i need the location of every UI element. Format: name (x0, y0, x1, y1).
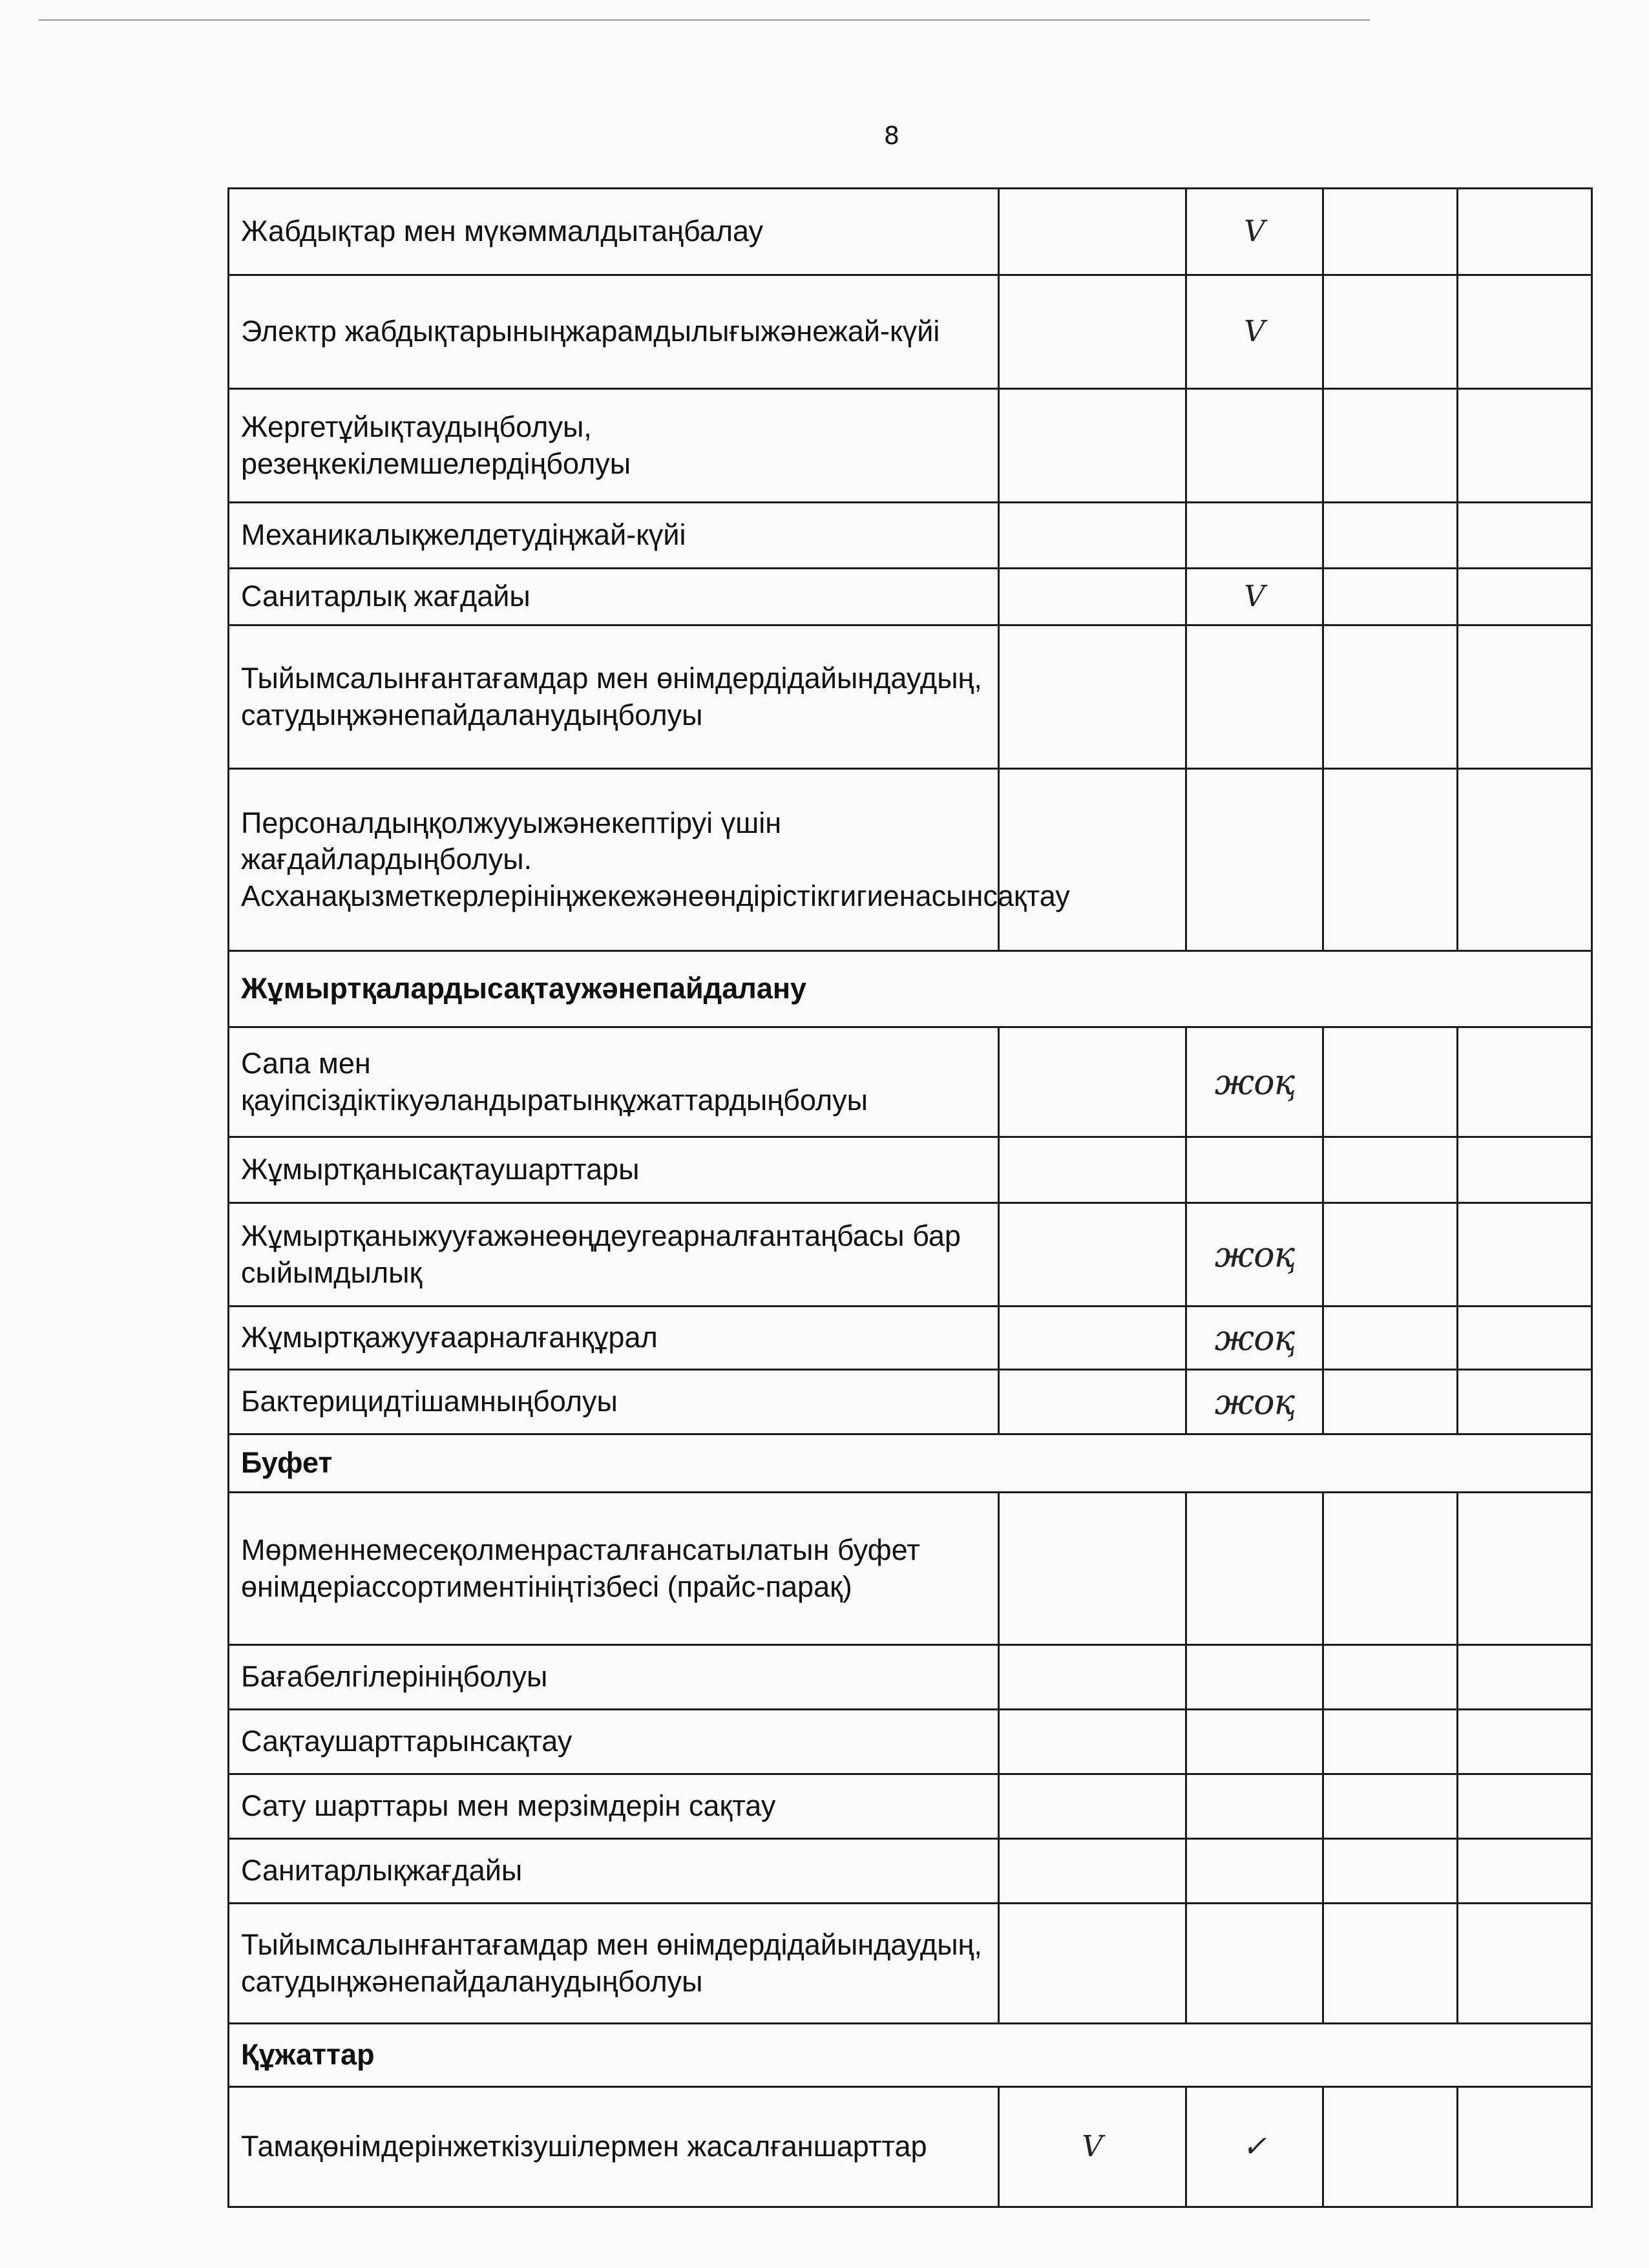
mark-cell (1458, 1839, 1592, 1904)
mark-cell (1323, 625, 1458, 769)
row-label: Мөрменнемесеқолменрасталғансатылатын буфет өнімдеріассортиментініңтізбесі (прайс-парақ) (229, 1493, 999, 1645)
mark-cell (1186, 1710, 1323, 1774)
mark-cell (1323, 1370, 1458, 1434)
section-heading: Жұмыртқалардысақтаужәнепайдалану (229, 951, 1592, 1027)
table-row (229, 1307, 1592, 1370)
mark-cell (1323, 275, 1458, 389)
mark-cell (999, 1370, 1186, 1434)
row-label: Электр жабдықтарыныңжарамдылығыжәнежай-күйі (229, 275, 999, 389)
mark-cell (1323, 1774, 1458, 1839)
table-row (229, 189, 1592, 275)
mark-cell (1458, 1493, 1592, 1645)
section-row (229, 1434, 1592, 1493)
table-row (229, 625, 1592, 769)
mark-cell: V (1186, 275, 1323, 389)
mark-cell (1323, 1307, 1458, 1370)
table-row (229, 1645, 1592, 1710)
mark-cell (1458, 1645, 1592, 1710)
mark-cell (1458, 1027, 1592, 1137)
mark-cell (1186, 1493, 1323, 1645)
row-label: Сақтаушарттарынсақтау (229, 1710, 999, 1774)
mark-cell (1323, 1904, 1458, 2024)
table-row (229, 769, 1592, 951)
mark-cell: жоқ (1186, 1370, 1323, 1434)
mark-cell: V (1186, 569, 1323, 625)
mark-cell (1458, 569, 1592, 625)
row-label: Механикалықжелдетудіңжай-күйі (229, 503, 999, 569)
table-row (229, 1203, 1592, 1307)
mark-cell (1186, 1645, 1323, 1710)
mark-cell (999, 625, 1186, 769)
mark-cell: V (999, 2087, 1186, 2207)
row-label: Сапа мен қауіпсіздіктікуәландыратынқұжаттардыңболуы (229, 1027, 999, 1137)
mark-cell (999, 1904, 1186, 2024)
mark-cell (1186, 389, 1323, 503)
row-label: Жергетұйықтаудыңболуы, резеңкекілемшелердіңболуы (229, 389, 999, 503)
mark-cell: жоқ (1186, 1307, 1323, 1370)
mark-cell (999, 769, 1186, 951)
table-row (229, 1027, 1592, 1137)
mark-cell (1186, 1137, 1323, 1203)
section-heading: Құжаттар (229, 2024, 1592, 2087)
mark-cell (1458, 1774, 1592, 1839)
mark-cell (1458, 503, 1592, 569)
mark-cell (999, 389, 1186, 503)
table-row (229, 1774, 1592, 1839)
mark-cell (999, 1839, 1186, 1904)
mark-cell (999, 569, 1186, 625)
mark-cell (1458, 275, 1592, 389)
mark-cell (1323, 769, 1458, 951)
mark-cell (1186, 769, 1323, 951)
mark-cell (1458, 1137, 1592, 1203)
page-number: 8 (883, 121, 900, 150)
mark-cell (999, 275, 1186, 389)
mark-cell (999, 1710, 1186, 1774)
mark-cell (999, 1645, 1186, 1710)
row-label: Персоналдыңқолжууыжәнекептіруі үшін жағдайлардыңболуы. Асханақызметкерлерініңжекежәнеөндірістікгигиенасынсақтау (229, 769, 999, 951)
row-label: Жабдықтар мен мүкәммалдытаңбалау (229, 189, 999, 275)
mark-cell (1323, 503, 1458, 569)
mark-cell (999, 1774, 1186, 1839)
table-row (229, 1137, 1592, 1203)
mark-cell (999, 1137, 1186, 1203)
table-row (229, 503, 1592, 569)
mark-cell (1458, 1307, 1592, 1370)
row-label: Жұмыртқажууғаарналғанқұрал (229, 1307, 999, 1370)
mark-cell (1458, 389, 1592, 503)
mark-cell: жоқ (1186, 1027, 1323, 1137)
mark-cell (1458, 1203, 1592, 1307)
table-row (229, 1370, 1592, 1434)
mark-cell (1458, 2087, 1592, 2207)
table-row (229, 1839, 1592, 1904)
table-row (229, 569, 1592, 625)
section-row (229, 951, 1592, 1027)
table-row (229, 1904, 1592, 2024)
row-label: Тыйымсалынғантағамдар мен өнімдердідайындаудың, сатудыңжәнепайдаланудыңболуы (229, 1904, 999, 2024)
section-row (229, 2024, 1592, 2087)
table-row (229, 1493, 1592, 1645)
row-label: Жұмыртқаныжууғажәнеөңдеугеарналғантаңбасы бар сыйымдылық (229, 1203, 999, 1307)
mark-cell (1323, 1493, 1458, 1645)
checklist-table (227, 187, 1593, 2208)
row-label: Санитарлықжағдайы (229, 1839, 999, 1904)
mark-cell (1323, 1027, 1458, 1137)
mark-cell (1186, 625, 1323, 769)
mark-cell (1186, 1904, 1323, 2024)
row-label: Тыйымсалынғантағамдар мен өнімдердідайындаудың, сатудыңжәнепайдаланудыңболуы (229, 625, 999, 769)
mark-cell (999, 1493, 1186, 1645)
row-label: Жұмыртқанысақтаушарттары (229, 1137, 999, 1203)
mark-cell (1323, 1710, 1458, 1774)
section-heading: Буфет (229, 1434, 1592, 1493)
mark-cell (1186, 503, 1323, 569)
row-label: Сату шарттары мен мерзімдерін сақтау (229, 1774, 999, 1839)
mark-cell (1323, 1137, 1458, 1203)
mark-cell (1323, 569, 1458, 625)
mark-cell: жоқ (1186, 1203, 1323, 1307)
mark-cell (1458, 625, 1592, 769)
mark-cell: ✓ (1186, 2087, 1323, 2207)
mark-cell (1323, 1645, 1458, 1710)
mark-cell (999, 503, 1186, 569)
table-row (229, 1710, 1592, 1774)
mark-cell (1323, 189, 1458, 275)
mark-cell (1323, 2087, 1458, 2207)
mark-cell (1186, 1839, 1323, 1904)
mark-cell (999, 1307, 1186, 1370)
table-row (229, 2087, 1592, 2207)
mark-cell (1458, 769, 1592, 951)
row-label: Бағабелгілерініңболуы (229, 1645, 999, 1710)
mark-cell (999, 189, 1186, 275)
mark-cell (1458, 189, 1592, 275)
page-top-rule (39, 19, 1370, 21)
mark-cell (1323, 389, 1458, 503)
row-label: Бактерицидтішамныңболуы (229, 1370, 999, 1434)
mark-cell: V (1186, 189, 1323, 275)
table-row (229, 275, 1592, 389)
mark-cell (999, 1203, 1186, 1307)
row-label: Санитарлық жағдайы (229, 569, 999, 625)
mark-cell (1323, 1839, 1458, 1904)
mark-cell (1458, 1710, 1592, 1774)
mark-cell (1458, 1370, 1592, 1434)
row-label: Тамақөнімдерінжеткізушілермен жасалғаншарттар (229, 2087, 999, 2207)
mark-cell (1458, 1904, 1592, 2024)
mark-cell (1186, 1774, 1323, 1839)
mark-cell (1323, 1203, 1458, 1307)
mark-cell (999, 1027, 1186, 1137)
table-row (229, 389, 1592, 503)
checklist-rows (229, 189, 1592, 2207)
